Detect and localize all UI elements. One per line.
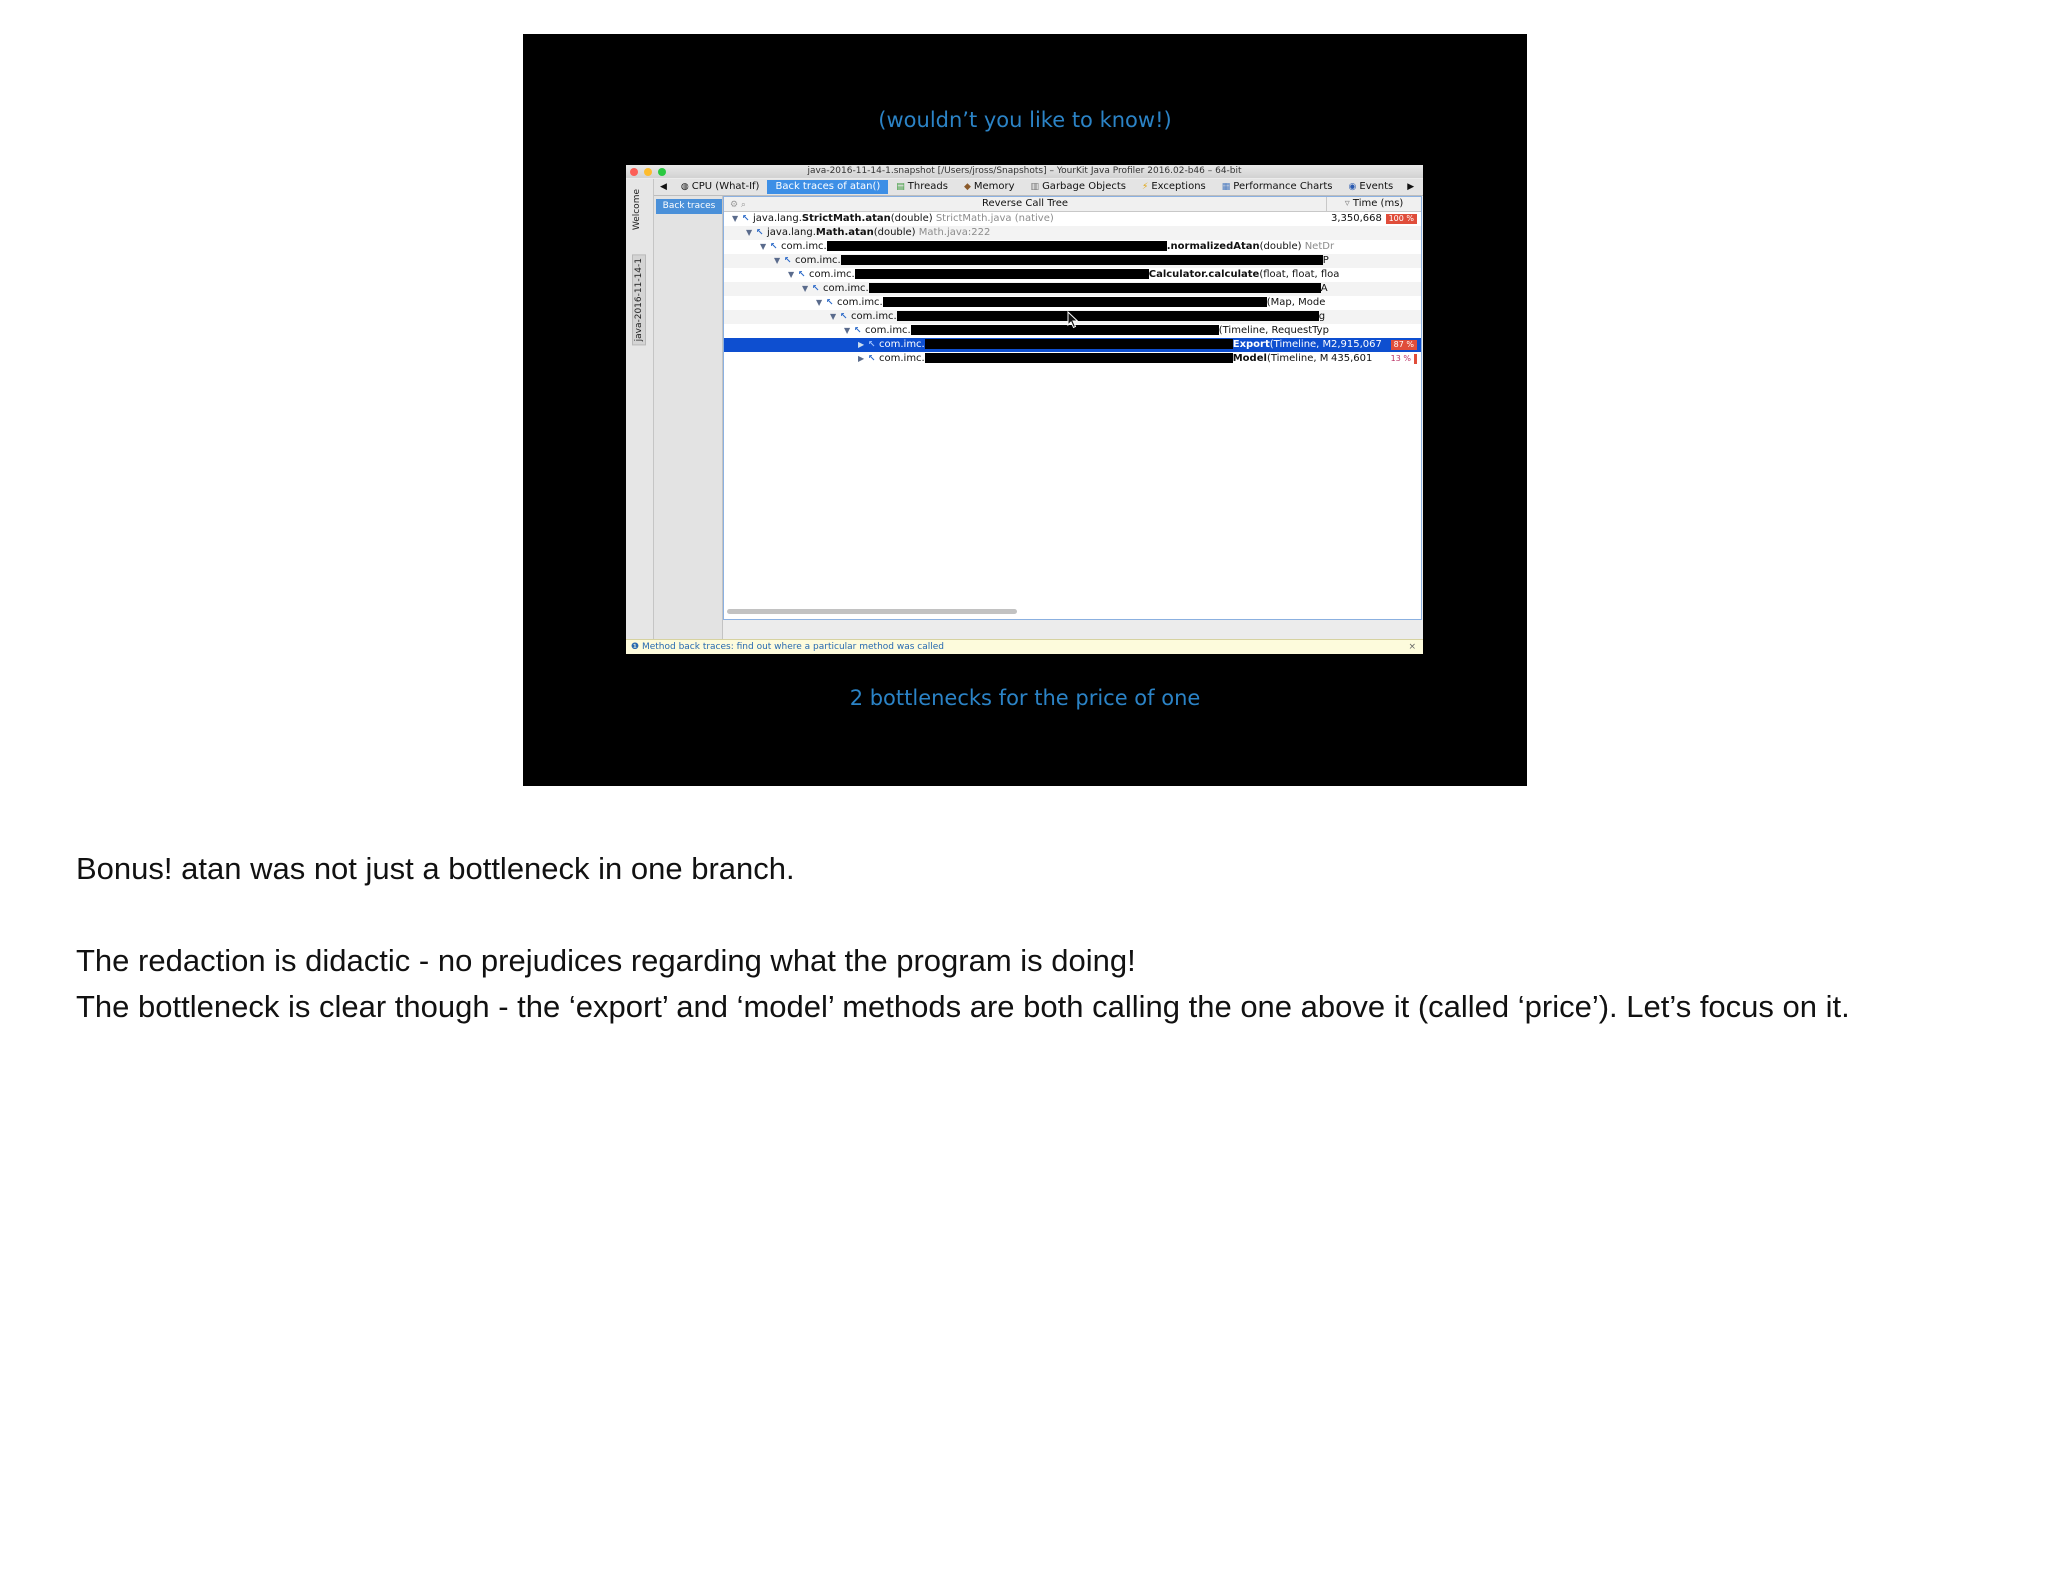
method-package: java.lang. <box>767 227 816 238</box>
row-time <box>1327 352 1421 366</box>
threads-icon: ▤ <box>896 182 905 192</box>
row-time <box>1327 282 1421 296</box>
expand-collapse-icon[interactable]: ▼ <box>760 242 767 251</box>
sort-desc-icon: ▿ <box>1344 198 1350 209</box>
method-icon: ↖ <box>854 326 862 336</box>
row-method <box>724 296 1418 310</box>
note-redaction: The redaction is didactic - no prejudices regarding what the program is doing! <box>76 943 1136 978</box>
method-package: com.imc. <box>781 241 827 252</box>
method-signature: (Timeline, RequestTyp <box>1218 325 1329 336</box>
method-icon: ↖ <box>784 256 792 266</box>
method-icon: ↖ <box>868 354 876 364</box>
expand-collapse-icon[interactable]: ▼ <box>802 284 809 293</box>
tree-row[interactable] <box>724 212 1421 226</box>
tab-label: Back traces of atan() <box>775 181 881 192</box>
row-method <box>724 212 1334 226</box>
method-name: .normalizedAtan <box>1166 241 1260 252</box>
slide-caption-top: (wouldn’t you like to know!) <box>878 108 1172 132</box>
percent-badge: 100 % <box>1386 214 1417 224</box>
redaction-bar <box>841 255 1323 265</box>
method-signature: P <box>1322 255 1329 266</box>
redaction-bar <box>883 297 1267 307</box>
tree-row[interactable] <box>724 282 1421 296</box>
method-name: Export <box>1232 339 1270 350</box>
method-signature: A <box>1320 283 1328 294</box>
method-package: com.imc. <box>879 353 925 364</box>
tab-threads[interactable] <box>888 180 956 194</box>
redaction-bar <box>911 325 1219 335</box>
tab-exceptions[interactable] <box>1134 180 1214 194</box>
tab-performance-charts[interactable] <box>1214 180 1341 194</box>
expand-collapse-icon[interactable]: ▼ <box>774 256 781 265</box>
method-package: com.imc. <box>823 283 869 294</box>
column-header-time[interactable] <box>1327 197 1421 211</box>
close-hint-icon[interactable]: × <box>1408 642 1416 652</box>
redaction-bar <box>855 269 1149 279</box>
back-traces-button[interactable]: Back traces <box>656 199 722 214</box>
method-icon: ↖ <box>798 270 806 280</box>
trash-icon: ▥ <box>1030 182 1040 192</box>
expand-collapse-icon[interactable]: ▼ <box>844 326 851 335</box>
percent-badge: 13 % <box>1388 354 1417 364</box>
tab-events[interactable] <box>1341 180 1402 194</box>
slide-caption-bottom: 2 bottlenecks for the price of one <box>849 686 1201 710</box>
method-package: com.imc. <box>795 255 841 266</box>
vertical-tab-strip <box>626 179 654 639</box>
percent-badge: 87 % <box>1391 340 1417 350</box>
redaction-bar <box>897 311 1319 321</box>
profiler-window <box>626 165 1423 654</box>
column-header-label: Time (ms) <box>1352 198 1404 209</box>
row-time <box>1327 254 1421 268</box>
row-method <box>724 352 1423 366</box>
row-method <box>724 254 1376 268</box>
row-method <box>724 282 1404 296</box>
cpu-icon: ◍ <box>680 182 689 192</box>
method-icon: ↖ <box>756 228 764 238</box>
redaction-bar <box>925 339 1233 349</box>
tree-row[interactable] <box>724 226 1421 240</box>
chart-icon: ▦ <box>1221 182 1231 192</box>
method-icon: ↖ <box>868 340 876 350</box>
method-icon: ↖ <box>812 284 820 294</box>
horizontal-scrollbar[interactable] <box>727 609 1017 614</box>
tree-row[interactable] <box>724 240 1421 254</box>
snapshot-tab-label: java-2016-11-14-1 <box>634 258 644 342</box>
row-time <box>1327 296 1421 310</box>
redaction-bar <box>925 353 1233 363</box>
row-time <box>1327 240 1421 254</box>
method-package: com.imc. <box>837 297 883 308</box>
redaction-bar <box>827 241 1167 251</box>
method-package: com.imc. <box>809 269 855 280</box>
method-signature: g <box>1318 311 1326 322</box>
left-panel <box>654 196 723 639</box>
method-name: Calculator.calculate <box>1148 269 1260 280</box>
window-title: java-2016-11-14-1.snapshot [/Users/jross/Snapshots] – YourKit Java Profiler 2016.02-b46 – 64-bit <box>807 166 1242 176</box>
method-icon: ↖ <box>826 298 834 308</box>
tab-label: Threads <box>907 181 948 192</box>
memory-icon: ◆ <box>963 182 971 192</box>
method-location: Math.java:222 <box>915 227 991 238</box>
method-name: StrictMath.atan <box>801 213 891 224</box>
method-signature: (double) <box>890 213 933 224</box>
row-method <box>724 226 1348 240</box>
method-signature: (Timeline, M <box>1269 339 1332 350</box>
tab-back-traces[interactable] <box>767 180 888 194</box>
note-bottleneck: The bottleneck is clear though - the ‘export’ and ‘model’ methods are both calling the one above it (called ‘price’). Let’s focus on it. <box>76 989 1850 1024</box>
time-value: 435,601 <box>1331 353 1373 364</box>
search-icon[interactable]: ⚙ ⌕ <box>730 200 746 210</box>
method-package: com.imc. <box>879 339 925 350</box>
method-package: com.imc. <box>865 325 911 336</box>
tree-row-selected[interactable] <box>724 338 1421 352</box>
expand-collapse-icon[interactable]: ▼ <box>732 214 739 223</box>
view-tab-bar <box>654 179 1423 196</box>
method-package: java.lang. <box>753 213 802 224</box>
column-header-label: Reverse Call Tree <box>981 198 1069 209</box>
row-time <box>1327 310 1421 324</box>
note-bonus: Bonus! atan was not just a bottleneck in one branch. <box>76 851 795 886</box>
tab-welcome[interactable]: Welcome <box>632 189 642 231</box>
tabs-scroll-left-icon[interactable]: ◀ <box>660 182 667 192</box>
expand-collapse-icon[interactable]: ▼ <box>746 228 753 237</box>
method-icon: ↖ <box>742 214 750 224</box>
row-time <box>1327 324 1421 338</box>
tab-label: Memory <box>973 181 1015 192</box>
method-location: NetDr <box>1301 241 1335 252</box>
expand-icon[interactable]: ▶ <box>858 340 865 349</box>
lightning-icon: ⚡ <box>1141 182 1149 192</box>
expand-collapse-icon[interactable]: ▼ <box>816 298 823 307</box>
method-location: StrictMath.java (native) <box>932 213 1054 224</box>
tab-cpu[interactable] <box>673 180 768 194</box>
method-icon: ↖ <box>840 312 848 322</box>
method-name: Model <box>1232 353 1267 364</box>
status-bar <box>626 639 1423 654</box>
tab-garbage-objects[interactable] <box>1023 180 1134 194</box>
status-text: Method back traces: find out where a particular method was called <box>641 642 944 652</box>
minimize-window-icon[interactable] <box>644 168 652 176</box>
tab-label: Exceptions <box>1151 181 1206 192</box>
method-package: com.imc. <box>851 311 897 322</box>
tab-snapshot[interactable] <box>632 254 646 345</box>
eye-icon: ◉ <box>1348 182 1357 192</box>
slide-image <box>523 34 1527 786</box>
tree-row[interactable] <box>724 352 1421 366</box>
redaction-bar <box>869 283 1321 293</box>
tab-label: Performance Charts <box>1233 181 1333 192</box>
row-method <box>724 240 1362 254</box>
info-icon: ❶ <box>631 642 640 652</box>
tab-label: Events <box>1359 181 1394 192</box>
method-signature: (double) <box>1259 241 1302 252</box>
time-value: 3,350,668 <box>1331 213 1382 224</box>
row-time <box>1327 268 1421 282</box>
tab-label: Garbage Objects <box>1042 181 1126 192</box>
reverse-call-tree <box>723 196 1422 620</box>
row-time <box>1327 226 1421 240</box>
expand-collapse-icon[interactable]: ▼ <box>830 312 837 321</box>
method-signature: (float, float, floa <box>1259 269 1340 280</box>
window-titlebar <box>626 165 1423 178</box>
tree-row[interactable] <box>724 296 1421 310</box>
row-time <box>1327 212 1421 226</box>
method-signature: (Timeline, M <box>1266 353 1329 364</box>
row-method <box>724 338 1423 352</box>
expand-icon[interactable]: ▶ <box>858 354 865 363</box>
tree-row[interactable] <box>724 268 1421 282</box>
row-time <box>1327 338 1421 352</box>
mouse-cursor-icon <box>1067 311 1079 329</box>
row-method <box>724 268 1390 282</box>
tab-memory[interactable] <box>956 180 1023 194</box>
method-name: Math.atan <box>815 227 874 238</box>
expand-collapse-icon[interactable]: ▼ <box>788 270 795 279</box>
tabs-scroll-right-icon[interactable]: ▶ <box>1407 182 1415 192</box>
zoom-window-icon[interactable] <box>658 168 666 176</box>
tree-header <box>724 197 1421 212</box>
method-signature: (Map, Mode <box>1266 297 1326 308</box>
method-signature: (double) <box>873 227 916 238</box>
time-value: 2,915,067 <box>1331 339 1382 350</box>
tree-row[interactable] <box>724 254 1421 268</box>
tab-label: CPU (What-If) <box>691 181 760 192</box>
column-header-call-tree[interactable] <box>724 197 1327 211</box>
method-icon: ↖ <box>770 242 778 252</box>
close-window-icon[interactable] <box>630 168 638 176</box>
